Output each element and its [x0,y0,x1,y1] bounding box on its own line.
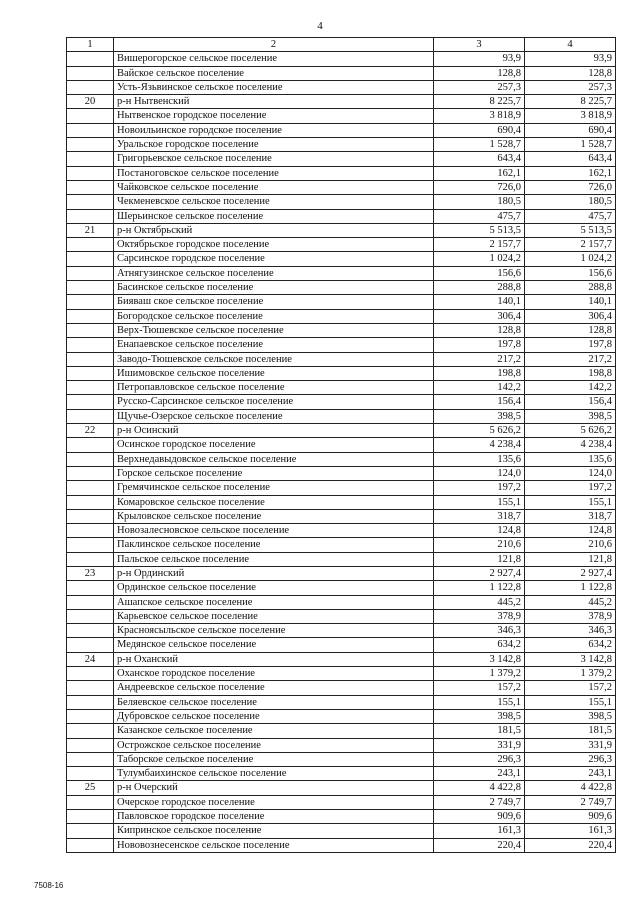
value-col4: 198,8 [525,366,616,380]
value-col3: 4 238,4 [434,438,525,452]
settlement-name: Ишимовское сельское поселение [114,366,434,380]
value-col3: 197,2 [434,481,525,495]
table-row [67,695,616,709]
value-col4: 140,1 [525,295,616,309]
value-col3: 690,4 [434,123,525,137]
row-number [67,66,114,80]
value-col3: 1 122,8 [434,581,525,595]
table-row [67,338,616,352]
table-row [67,252,616,266]
settlement-name: Ашапское сельское поселение [114,595,434,609]
row-number [67,667,114,681]
row-number [67,295,114,309]
value-col3: 378,9 [434,609,525,623]
table-row [67,752,616,766]
value-col4: 220,4 [525,838,616,852]
value-col4: 1 122,8 [525,581,616,595]
table-row [67,552,616,566]
row-number [67,80,114,94]
value-col3: 3 818,9 [434,109,525,123]
value-col3: 220,4 [434,838,525,852]
row-number [67,366,114,380]
value-col4: 398,5 [525,409,616,423]
table-row [67,323,616,337]
value-col4: 8 225,7 [525,95,616,109]
table-row [67,781,616,795]
row-number [67,695,114,709]
value-col3: 197,8 [434,338,525,352]
settlement-name: р-н Оханский [114,652,434,666]
value-col4: 180,5 [525,195,616,209]
settlement-name: Заводо-Тюшевское сельское поселение [114,352,434,366]
value-col4: 726,0 [525,180,616,194]
table-row [67,109,616,123]
value-col4: 909,6 [525,810,616,824]
table-row [67,80,616,94]
value-col3: 157,2 [434,681,525,695]
table-row [67,538,616,552]
page-number: 4 [317,20,323,32]
value-col3: 2 157,7 [434,238,525,252]
value-col4: 1 024,2 [525,252,616,266]
row-number [67,323,114,337]
row-number [67,195,114,209]
value-col4: 197,8 [525,338,616,352]
value-col3: 140,1 [434,295,525,309]
table-header-row [67,38,616,52]
row-number [67,552,114,566]
value-col3: 1 379,2 [434,667,525,681]
table-row [67,681,616,695]
value-col4: 128,8 [525,323,616,337]
settlement-name: Октябрьское городское поселение [114,238,434,252]
settlement-name: Медянское сельское поселение [114,638,434,652]
document-code: 7508-16 [34,881,64,890]
value-col3: 93,9 [434,52,525,66]
table-row [67,810,616,824]
value-col3: 4 422,8 [434,781,525,795]
settlement-name: Постаноговское сельское поселение [114,166,434,180]
value-col4: 296,3 [525,752,616,766]
settlement-name: Щучье-Озерское сельское поселение [114,409,434,423]
value-col4: 128,8 [525,66,616,80]
table-row [67,266,616,280]
table-row [67,524,616,538]
row-number [67,166,114,180]
value-col3: 306,4 [434,309,525,323]
settlement-name: Богородское сельское поселение [114,309,434,323]
value-col4: 3 818,9 [525,109,616,123]
value-col4: 643,4 [525,152,616,166]
settlement-name: Новоильинское городское поселение [114,123,434,137]
value-col3: 909,6 [434,810,525,824]
row-number [67,180,114,194]
value-col3: 161,3 [434,824,525,838]
value-col4: 288,8 [525,281,616,295]
settlement-name: Верх-Тюшевское сельское поселение [114,323,434,337]
settlement-name: Казанское сельское поселение [114,724,434,738]
value-col3: 3 142,8 [434,652,525,666]
value-col4: 4 238,4 [525,438,616,452]
value-col4: 4 422,8 [525,781,616,795]
value-col4: 1 379,2 [525,667,616,681]
row-number [67,338,114,352]
settlement-name: Андреевское сельское поселение [114,681,434,695]
settlement-name: Оханское городское поселение [114,667,434,681]
row-number [67,266,114,280]
table-row [67,52,616,66]
table-row [67,495,616,509]
value-col4: 124,0 [525,466,616,480]
settlement-name: Очерское городское поселение [114,795,434,809]
value-col3: 5 626,2 [434,424,525,438]
row-number [67,538,114,552]
table-row [67,138,616,152]
settlement-name: р-н Очерский [114,781,434,795]
table-row [67,638,616,652]
value-col4: 210,6 [525,538,616,552]
value-col4: 124,8 [525,524,616,538]
value-col3: 398,5 [434,409,525,423]
value-col4: 475,7 [525,209,616,223]
table-row [67,452,616,466]
row-number [67,638,114,652]
table-row [67,566,616,580]
settlement-name: Комаровское сельское поселение [114,495,434,509]
table-row [67,209,616,223]
value-col4: 157,2 [525,681,616,695]
settlement-name: Дубровское сельское поселение [114,709,434,723]
settlement-name: Петропавловское сельское поселение [114,381,434,395]
header-cell: 3 [434,38,525,52]
settlement-name: р-н Осинский [114,424,434,438]
row-number [67,52,114,66]
table-row [67,409,616,423]
value-col4: 93,9 [525,52,616,66]
value-col4: 142,2 [525,381,616,395]
table-row [67,166,616,180]
value-col4: 5 513,5 [525,223,616,237]
row-number [67,524,114,538]
row-number [67,681,114,695]
settlement-name: Вишерогорское сельское поселение [114,52,434,66]
row-number [67,624,114,638]
value-col3: 142,2 [434,381,525,395]
settlement-name: Григорьевское сельское поселение [114,152,434,166]
table-row [67,838,616,852]
row-number [67,138,114,152]
settlement-name: Басинское сельское поселение [114,281,434,295]
settlement-name: р-н Нытвенский [114,95,434,109]
value-col4: 398,5 [525,709,616,723]
value-col4: 5 626,2 [525,424,616,438]
header-cell: 2 [114,38,434,52]
row-number [67,752,114,766]
settlement-name: Таборское сельское поселение [114,752,434,766]
row-number: 23 [67,566,114,580]
row-number [67,309,114,323]
settlement-name: Русско-Сарсинское сельское поселение [114,395,434,409]
value-col4: 161,3 [525,824,616,838]
value-col4: 3 142,8 [525,652,616,666]
value-col4: 156,4 [525,395,616,409]
settlement-name: Бияваш ское сельское поселение [114,295,434,309]
header-cell: 4 [525,38,616,52]
value-col3: 198,8 [434,366,525,380]
value-col3: 726,0 [434,180,525,194]
settlement-name: Вайское сельское поселение [114,66,434,80]
value-col4: 197,2 [525,481,616,495]
row-number [67,810,114,824]
value-col4: 162,1 [525,166,616,180]
table-row [67,424,616,438]
table-row [67,352,616,366]
value-col3: 162,1 [434,166,525,180]
row-number [67,495,114,509]
value-col4: 217,2 [525,352,616,366]
value-col3: 135,6 [434,452,525,466]
row-number [67,209,114,223]
table-row [67,595,616,609]
row-number [67,281,114,295]
value-col4: 257,3 [525,80,616,94]
table-row [67,281,616,295]
table-row [67,395,616,409]
value-col3: 128,8 [434,323,525,337]
value-col4: 181,5 [525,724,616,738]
table-row [67,738,616,752]
row-number: 25 [67,781,114,795]
value-col3: 155,1 [434,495,525,509]
value-col4: 331,9 [525,738,616,752]
row-number: 20 [67,95,114,109]
row-number [67,409,114,423]
row-number [67,509,114,523]
table-row [67,724,616,738]
settlement-name: Гремячинское сельское поселение [114,481,434,495]
value-col3: 643,4 [434,152,525,166]
row-number [67,352,114,366]
value-col4: 135,6 [525,452,616,466]
settlement-name: Верхнедавыдовское сельское поселение [114,452,434,466]
value-col3: 296,3 [434,752,525,766]
table-row [67,366,616,380]
data-table [66,37,616,853]
table-row [67,180,616,194]
table-row [67,824,616,838]
settlement-name: Горское сельское поселение [114,466,434,480]
value-col4: 155,1 [525,495,616,509]
table-row [67,667,616,681]
settlement-name: Усть-Язьвинское сельское поселение [114,80,434,94]
row-number [67,724,114,738]
value-col4: 243,1 [525,767,616,781]
row-number [67,466,114,480]
settlement-name: Пальское сельское поселение [114,552,434,566]
settlement-name: Беляевское сельское поселение [114,695,434,709]
value-col4: 2 749,7 [525,795,616,809]
settlement-name: Енапаевское сельское поселение [114,338,434,352]
value-col3: 445,2 [434,595,525,609]
table-row [67,509,616,523]
value-col3: 318,7 [434,509,525,523]
value-col3: 8 225,7 [434,95,525,109]
table-row [67,66,616,80]
table-row [67,223,616,237]
table-row [67,481,616,495]
settlement-name: Павловское городское поселение [114,810,434,824]
settlement-name: Нововознесенское сельское поселение [114,838,434,852]
settlement-name: Уральское городское поселение [114,138,434,152]
settlement-name: Чайковское сельское поселение [114,180,434,194]
value-col3: 257,3 [434,80,525,94]
table-row [67,466,616,480]
value-col4: 690,4 [525,123,616,137]
value-col3: 331,9 [434,738,525,752]
settlement-name: Паклинское сельское поселение [114,538,434,552]
value-col3: 634,2 [434,638,525,652]
value-col4: 1 528,7 [525,138,616,152]
value-col3: 5 513,5 [434,223,525,237]
value-col4: 155,1 [525,695,616,709]
settlement-name: Атнягузинское сельское поселение [114,266,434,280]
value-col3: 180,5 [434,195,525,209]
row-number [67,238,114,252]
settlement-name: Кипринское сельское поселение [114,824,434,838]
settlement-name: Ординское сельское поселение [114,581,434,595]
value-col3: 243,1 [434,767,525,781]
row-number [67,609,114,623]
value-col4: 445,2 [525,595,616,609]
value-col3: 124,8 [434,524,525,538]
value-col3: 155,1 [434,695,525,709]
row-number [67,481,114,495]
table-row [67,609,616,623]
value-col4: 156,6 [525,266,616,280]
value-col4: 346,3 [525,624,616,638]
table-row [67,624,616,638]
row-number [67,767,114,781]
row-number [67,438,114,452]
value-col3: 398,5 [434,709,525,723]
row-number [67,838,114,852]
row-number [67,824,114,838]
row-number [67,595,114,609]
settlement-name: Красноясыльское сельское поселение [114,624,434,638]
table-row [67,381,616,395]
row-number [67,252,114,266]
row-number: 24 [67,652,114,666]
table-row [67,238,616,252]
table-row [67,123,616,137]
settlement-name: р-н Ординский [114,566,434,580]
header-cell: 1 [67,38,114,52]
settlement-name: Нытвенское городское поселение [114,109,434,123]
value-col3: 124,0 [434,466,525,480]
row-number [67,581,114,595]
value-col4: 2 157,7 [525,238,616,252]
row-number [67,123,114,137]
value-col3: 217,2 [434,352,525,366]
table-row [67,152,616,166]
value-col3: 156,4 [434,395,525,409]
row-number [67,109,114,123]
table-row [67,652,616,666]
table-row [67,95,616,109]
settlement-name: Чекменевское сельское поселение [114,195,434,209]
value-col3: 2 927,4 [434,566,525,580]
value-col3: 210,6 [434,538,525,552]
value-col3: 2 749,7 [434,795,525,809]
row-number [67,395,114,409]
settlement-name: Крыловское сельское поселение [114,509,434,523]
value-col3: 128,8 [434,66,525,80]
value-col4: 634,2 [525,638,616,652]
value-col3: 1 528,7 [434,138,525,152]
value-col3: 1 024,2 [434,252,525,266]
row-number: 21 [67,223,114,237]
table-row [67,795,616,809]
settlement-name: Острожское сельское поселение [114,738,434,752]
settlement-name: Шерьинское сельское поселение [114,209,434,223]
row-number: 22 [67,424,114,438]
row-number [67,795,114,809]
table-row [67,309,616,323]
value-col3: 346,3 [434,624,525,638]
row-number [67,738,114,752]
value-col4: 318,7 [525,509,616,523]
table-row [67,195,616,209]
table-row [67,295,616,309]
value-col4: 306,4 [525,309,616,323]
table-row [67,581,616,595]
row-number [67,152,114,166]
table-row [67,709,616,723]
value-col3: 121,8 [434,552,525,566]
value-col4: 121,8 [525,552,616,566]
value-col3: 181,5 [434,724,525,738]
value-col3: 288,8 [434,281,525,295]
value-col4: 2 927,4 [525,566,616,580]
value-col3: 475,7 [434,209,525,223]
settlement-name: Осинское городское поселение [114,438,434,452]
settlement-name: р-н Октябрьский [114,223,434,237]
table-row [67,438,616,452]
row-number [67,709,114,723]
value-col3: 156,6 [434,266,525,280]
settlement-name: Карьевское сельское поселение [114,609,434,623]
row-number [67,381,114,395]
settlement-name: Новозалесновское сельское поселение [114,524,434,538]
table-row [67,767,616,781]
value-col4: 378,9 [525,609,616,623]
settlement-name: Тулумбаихинское сельское поселение [114,767,434,781]
row-number [67,452,114,466]
settlement-name: Сарсинское городское поселение [114,252,434,266]
